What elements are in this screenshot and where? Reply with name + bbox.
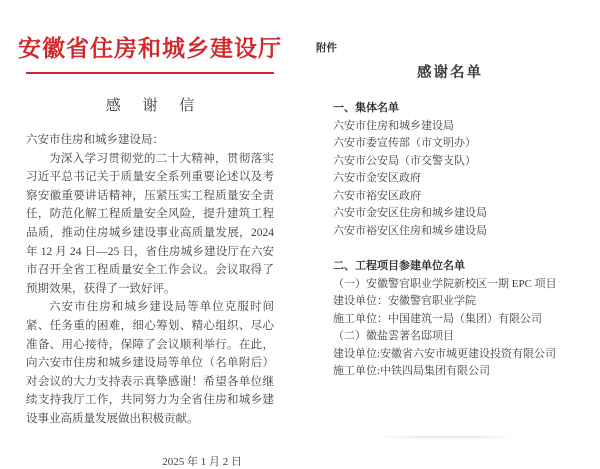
list-item: 六安市委宣传部（市文明办） — [333, 137, 476, 149]
letter-paragraph: 六安市住房和城乡建设局等单位克服时间紧、任务重的困难，细心筹划、精心组织、尽心准备、用心接待，保障了会议顺利举行。在此，向六安市住房和城乡建设局等单位（名单附后）对会议的大力支持表示真挚感谢！希望各单位继续支持我厅工作，共同努力为全省住房和城乡建设事业高质量发展做出积极贡献。 — [26, 301, 274, 425]
attachment-page — [300, 0, 600, 450]
letter-title: 感 谢 信 — [105, 98, 204, 114]
list-item: 六安市裕安区住房和城乡建设局 — [333, 224, 487, 237]
list-item: 六安市金安区住房和城乡建设局 — [333, 207, 487, 219]
section-heading-projects: 二、工程项目参建单位名单 — [333, 260, 465, 272]
list-item: （一）安徽警官职业学院新校区一期 EPC 项目 — [333, 277, 557, 290]
section-heading-collective: 一、集体名单 — [333, 102, 399, 114]
list-item: 建设单位:安徽省六安市城更建设投资有限公司 — [333, 347, 557, 360]
agency-header: 安徽省住房和城乡建设厅 — [18, 36, 282, 61]
header-divider — [26, 72, 274, 74]
letter-paragraph: 为深入学习贯彻党的二十大精神，贯彻落实习近平总书记关于质量安全系列重要论述以及考察安徽重要讲话精神，压紧压实工程质量安全责任，防范化解工程质量安全风险，提升建筑工程品质，推动住房城乡建设事业高质量发展，2024 年 12 月 24 日—25 日，省住房城乡建设厅在六安市召开全省工程质量安全工作会议。会议取得了预期效果，获得了一致好评。 — [26, 152, 274, 295]
attachment-label: 附件 — [316, 43, 337, 54]
list-item: 施工单位:中铁四局集团有限公司 — [333, 365, 491, 377]
letter-page — [0, 0, 300, 468]
letter-salutation: 六安市住房和城乡建设局： — [26, 134, 164, 146]
list-item: 六安市裕安区政府 — [333, 189, 421, 202]
list-item: 建设单位：安徽警官职业学院 — [333, 295, 476, 307]
letter-date: 2025 年 1 月 2 日 — [162, 455, 242, 468]
attachment-title: 感谢名单 — [417, 65, 483, 81]
list-item: 施工单位：中国建筑一局（集团）有限公司 — [333, 312, 542, 325]
letter-body — [26, 131, 274, 429]
list-item: （二）徽盐雲著名邸项目 — [333, 330, 454, 342]
list-item: 六安市公安局（市交警支队） — [333, 154, 476, 167]
attachment-lists — [333, 100, 590, 381]
list-item: 六安市住房和城乡建设局 — [333, 119, 454, 132]
page-bottom-shadow — [378, 436, 514, 438]
list-item: 六安市金安区政府 — [333, 172, 421, 184]
